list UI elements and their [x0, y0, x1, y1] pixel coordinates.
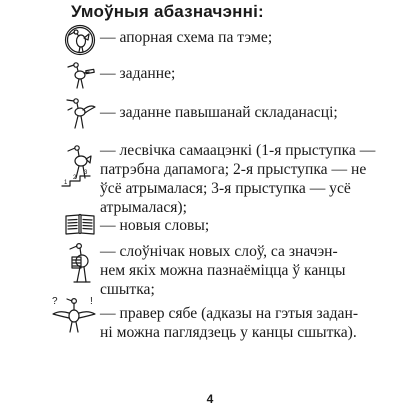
- stork-flying-icon: [63, 96, 97, 130]
- legend-text-2-line-1: — заданне;: [100, 65, 176, 82]
- legend-text-4-line-2: патрэбна дапамога; 2-я прыступка — не: [100, 161, 367, 178]
- stork-stairs-icon: [60, 142, 100, 192]
- legend-text-7-line-1: — правер сябе (адказы на гэтыя задан-: [100, 305, 359, 322]
- legend-text-6-line-2: нем якіх можна пазнаёміцца ў канцы: [100, 262, 346, 279]
- open-book-icon: [64, 212, 96, 236]
- legend-text-3-line-1: — заданне павышанай складанасці;: [100, 104, 338, 121]
- legend-text-4-line-3: ўсё атрымалася; 3-я прыступка — усё: [100, 180, 351, 197]
- legend-text-6-line-1: — слоўнічак новых слоў, са значэн-: [100, 243, 338, 260]
- svg-text:!: !: [90, 296, 93, 307]
- svg-text:1: 1: [64, 180, 68, 186]
- svg-text:2: 2: [73, 175, 77, 181]
- legend-text-7-line-2: ні можна паглядзець у канцы сшытка).: [100, 324, 357, 341]
- legend-text-4-line-4: атрымалася);: [100, 199, 187, 216]
- svg-text:3: 3: [84, 170, 88, 176]
- stork-pencil-icon: [66, 60, 96, 90]
- page-number: 4: [206, 392, 214, 406]
- legend-text-5-line-1: — новыя словы;: [100, 217, 210, 234]
- stork-reading-icon: [64, 240, 98, 286]
- legend-text-1-line-1: — апорная схема па тэме;: [100, 29, 273, 46]
- legend-heading: Умоўныя абазначэнні:: [71, 2, 264, 21]
- stork-question-exclamation-icon: [50, 294, 98, 334]
- stork-circle-icon: [64, 24, 96, 56]
- svg-text:?: ?: [52, 296, 58, 307]
- legend-text-6-line-3: сшытка;: [100, 281, 155, 298]
- legend-text-4-line-1: — лесвічка самаацэнкі (1-я прыступка —: [100, 142, 376, 159]
